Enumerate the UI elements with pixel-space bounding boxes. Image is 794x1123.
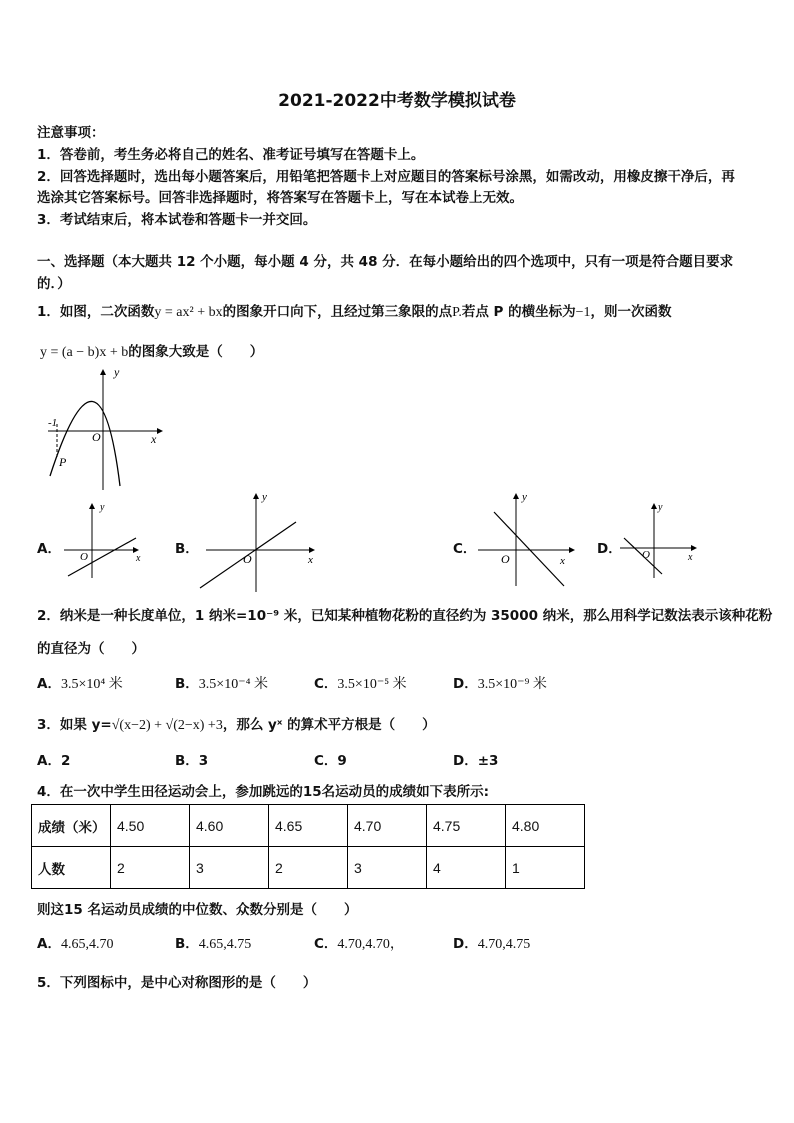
table-cell: 3	[348, 847, 427, 889]
option-letter: A．	[37, 676, 61, 692]
x-label: x	[688, 552, 693, 563]
x-label: x	[136, 553, 141, 564]
y-label: y	[262, 491, 267, 503]
option-value: 4.65,4.75	[198, 937, 252, 952]
table-cell: 4.60	[190, 805, 269, 847]
table-cell: 4.80	[506, 805, 585, 847]
origin-label: O	[243, 552, 252, 566]
q1-suffix: ，则一次函数	[590, 304, 672, 320]
x-label: x	[151, 432, 157, 446]
option-letter: D．	[453, 936, 478, 952]
option-value: 9	[337, 753, 347, 769]
q1-mid2: 若点 P 的横坐标为	[461, 304, 576, 320]
question-4-line1: 4．在一次中学生田径运动会上，参加跳远的15名运动员的成绩如下表所示:	[37, 784, 490, 800]
q3-option-a[interactable]	[37, 749, 70, 769]
q2-option-b[interactable]	[175, 672, 268, 693]
option-value: 3.5×10⁻⁵ 米	[337, 677, 407, 692]
line-graph	[494, 512, 564, 586]
q4-option-c[interactable]	[314, 932, 404, 953]
option-value: 3.5×10⁻⁹ 米	[477, 677, 547, 692]
q1-option-a-letter[interactable]: A．	[37, 541, 61, 557]
q1-option-d-letter[interactable]: D．	[597, 541, 622, 557]
x-label: x	[308, 554, 313, 566]
origin-label: O	[80, 551, 88, 563]
q4-option-a[interactable]	[37, 932, 113, 953]
question-1-line1	[37, 300, 672, 321]
notice-item-1: 1．答卷前，考生务必将自己的姓名、准考证号填写在答题卡上。	[37, 147, 425, 163]
option-value: ±3	[477, 753, 499, 769]
question-1-line2	[40, 340, 263, 361]
origin-label: O	[642, 549, 650, 561]
q3-option-b[interactable]	[175, 749, 208, 769]
q4-option-d[interactable]	[453, 932, 530, 953]
y-label: y	[522, 491, 527, 503]
q2-option-a[interactable]	[37, 672, 123, 693]
y-label: y	[658, 502, 663, 513]
y-label: y	[100, 502, 105, 513]
q4-option-b[interactable]	[175, 932, 251, 953]
q3-expression: √(x−2) + √(2−x) +3	[111, 718, 223, 733]
q2-option-d[interactable]	[453, 672, 547, 693]
question-2-line1: 2．纳米是一种长度单位，1 纳米=10⁻⁹ 米，已知某种植物花粉的直径约为 35000 纳米，那么用科学记数法表示该种花粉	[37, 608, 773, 624]
option-value: 3	[198, 753, 209, 769]
option-value: 4.65,4.70	[60, 937, 114, 952]
table-cell: 4	[427, 847, 506, 889]
option-letter: A．	[37, 936, 61, 952]
q1-option-d-graph[interactable]	[618, 500, 703, 580]
q3-option-d[interactable]	[453, 749, 498, 769]
neg-one-label: -1	[48, 417, 58, 429]
option-letter: B．	[175, 676, 199, 692]
option-letter: B．	[175, 936, 199, 952]
option-letter: A．	[37, 753, 61, 769]
table-cell: 1	[506, 847, 585, 889]
q2-option-c[interactable]	[314, 672, 407, 693]
point-p-label: P	[59, 455, 67, 469]
table-cell: 3	[190, 847, 269, 889]
option-letter: B．	[175, 753, 199, 769]
q1-parabola-figure	[34, 362, 169, 492]
option-value: 3.5×10⁴ 米	[60, 677, 123, 692]
notice-item-3: 3．考试结束后，将本试卷和答题卡一并交回。	[37, 212, 317, 228]
x-label: x	[560, 555, 565, 567]
notice-heading: 注意事项：	[37, 125, 105, 141]
y-label: y	[114, 365, 120, 379]
q3-prefix: 3．如果 y=	[37, 717, 112, 733]
origin-label: O	[501, 552, 510, 566]
table-cell: 4.75	[427, 805, 506, 847]
question-2-line2: 的直径为（ ）	[37, 641, 145, 657]
q1-point: P.	[452, 305, 462, 320]
option-letter: D．	[453, 753, 478, 769]
table-cell: 4.70	[348, 805, 427, 847]
q1-option-b-graph[interactable]	[198, 488, 323, 593]
option-letter: C．	[314, 936, 338, 952]
option-letter: D．	[453, 676, 478, 692]
table-header-cell: 人数	[32, 847, 111, 889]
q1-line2-text: 的图象大致是（ ）	[128, 344, 264, 360]
page-title: 2021-2022中考数学模拟试卷	[278, 91, 516, 111]
notice-item-2b: 选涂其它答案标号。回答非选择题时，将答案写在答题卡上，写在本试卷上无效。	[37, 190, 523, 206]
question-5: 5．下列图标中，是中心对称图形的是（ ）	[37, 975, 317, 991]
option-value: 4.70,4.75	[477, 937, 531, 952]
table-cell: 4.50	[111, 805, 190, 847]
option-letter: C．	[314, 753, 338, 769]
section-heading-line2: 的．）	[37, 276, 71, 292]
q1-option-a-graph[interactable]	[60, 500, 150, 580]
q1-mid: 的图象开口向下，且经过第三象限的点	[222, 304, 453, 320]
q1-quadratic: y = ax² + bx	[154, 305, 223, 320]
q1-value: −1	[575, 305, 591, 320]
q1-linear-func: y = (a − b)x + b	[40, 345, 129, 360]
table-header-cell: 成绩（米）	[32, 805, 111, 847]
option-letter: C．	[314, 676, 338, 692]
q1-option-b-letter[interactable]: B．	[175, 541, 199, 557]
table-cell: 2	[111, 847, 190, 889]
option-value: 4.70,4.70，	[337, 937, 404, 952]
q3-option-c[interactable]	[314, 749, 347, 769]
section-heading-line1: 一、选择题（本大题共 12 个小题，每小题 4 分，共 48 分．在每小题给出的四个选项中，只有一项是符合题目要求	[37, 254, 734, 270]
origin-label: O	[92, 430, 101, 444]
table-row	[32, 847, 585, 889]
question-4-line2: 则这15 名运动员成绩的中位数、众数分别是（ ）	[37, 902, 358, 918]
table-cell: 2	[269, 847, 348, 889]
q1-option-c-letter[interactable]: C．	[453, 541, 477, 557]
q3-suffix: ，那么 yˣ 的算术平方根是（ ）	[222, 717, 436, 733]
option-value: 3.5×10⁻⁴ 米	[198, 677, 268, 692]
option-value: 2	[60, 753, 71, 769]
notice-item-2a: 2．回答选择题时，选出每小题答案后，用铅笔把答题卡上对应题目的答案标号涂黑，如需改动，用橡皮擦干净后，再	[37, 169, 735, 185]
table-cell: 4.65	[269, 805, 348, 847]
table-row	[32, 805, 585, 847]
line-graph	[68, 538, 136, 576]
q1-option-c-graph[interactable]	[474, 488, 584, 588]
q1-prefix: 1．如图，二次函数	[37, 304, 155, 320]
parabola-curve	[50, 401, 120, 486]
score-table	[31, 804, 585, 889]
question-3	[37, 713, 436, 734]
